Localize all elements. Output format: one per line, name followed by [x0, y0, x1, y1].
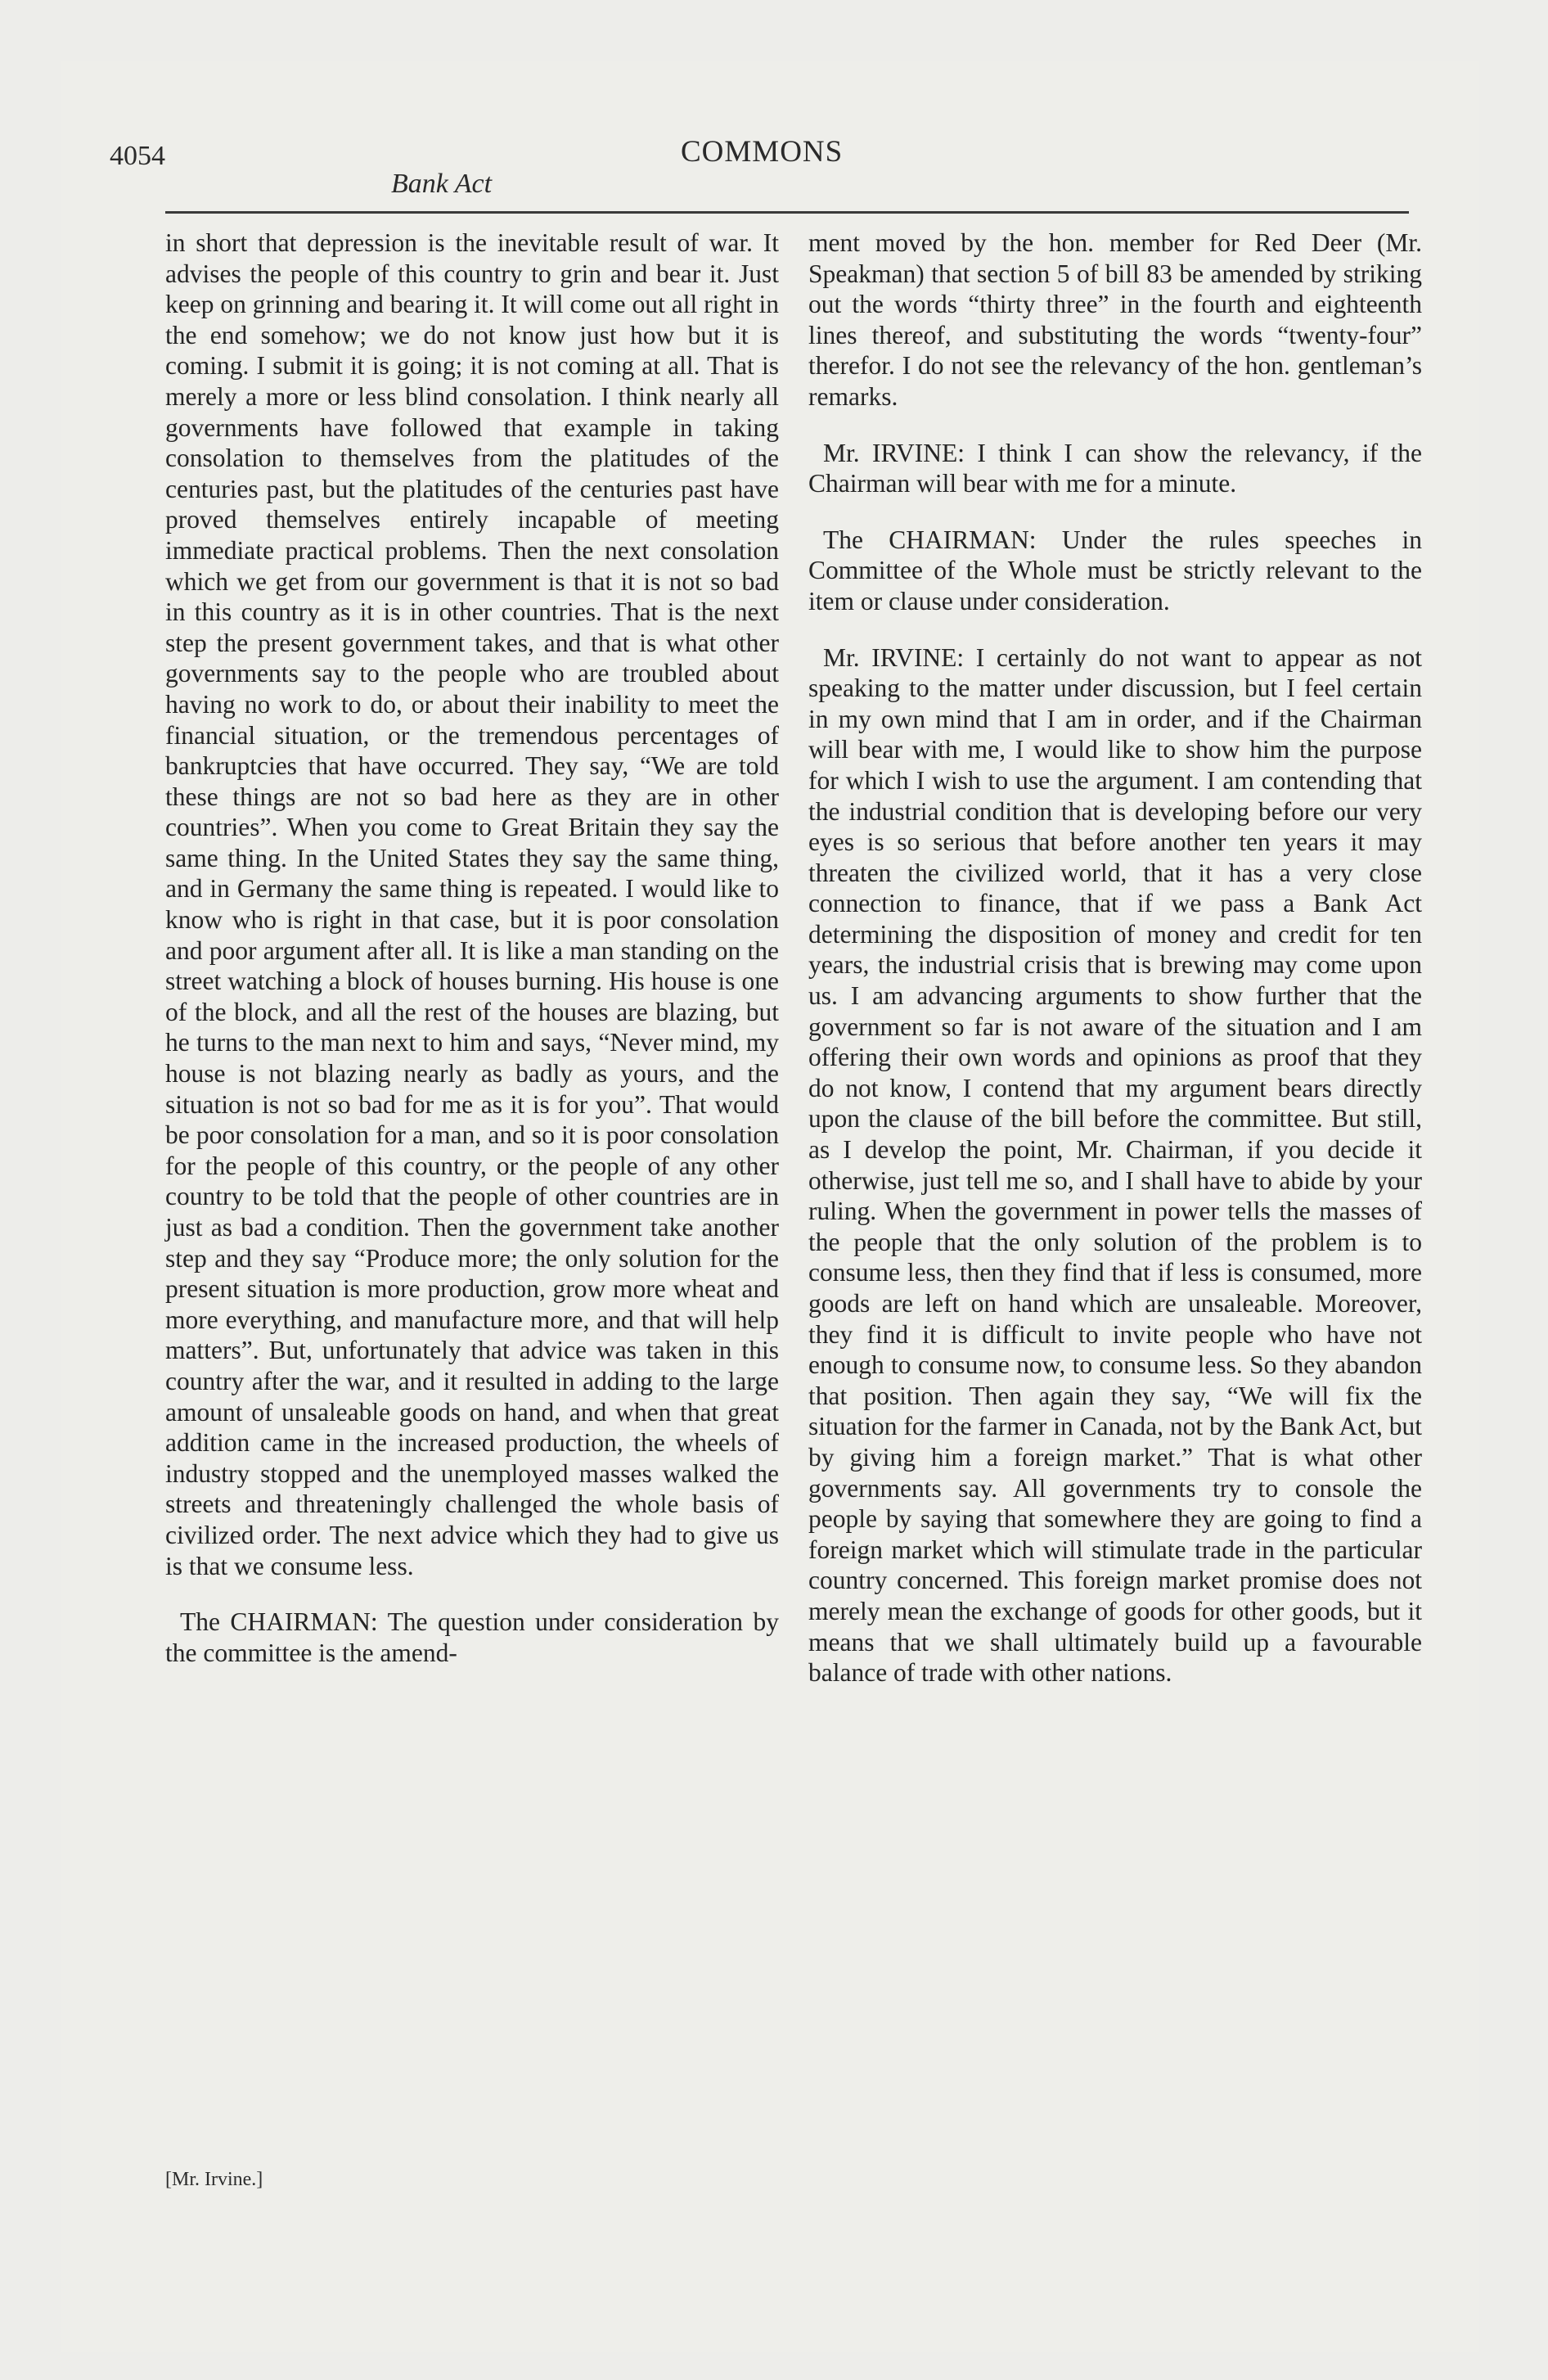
paragraph: The CHAIRMAN: Under the rules speeches in Committee of the Whole must be strictly relevant to the item or clause under consideration. [808, 525, 1422, 615]
right-column [808, 228, 1422, 1714]
paragraph: in short that depression is the inevitable result of war. It advises the people of this country to grin and bear it. Just keep on grinning and bearing it. It will come out all right in the end somehow; we do not know just how but it is coming. I submit it is going; it is not coming at all. That is merely a more or less blind consolation. I think nearly all governments have followed that example in taking consolation to themselves from the platitudes of the centuries past, but the platitudes of the centuries past have proved themselves entirely incapable of meeting immediate practical problems. Then the next consolation which we get from our government is that it is not so bad in this country as it is in other countries. That is the next step the present government takes, and that is what other governments say to the people who are troubled about having no work to do, or about their inability to meet the financial situation, or the tremendous percentages of bankruptcies that have occurred. They say, “We are told these things are not so bad here as they are in other countries”. When you come to Great Britain they say the same thing. In the United States they say the same thing, and in Germany the same thing is repeated. I would like to know who is right in that case, but it is poor consolation and poor argument after all. It is like a man standing on the street watching a block of houses burning. His house is one of the block, and all the rest of the houses are blazing, but he turns to the man next to him and says, “Never mind, my house is not blazing nearly as badly as yours, and the situation is not so bad for me as it is for you”. That would be poor consolation for a man, and so it is poor consolation for the people of this country, or the people of any other country to be told that the people of other countries are in just as bad a condition. Then the government take another step and they say “Produce more; the only solution for the present situation is more production, grow more wheat and more everything, and manufacture more, and that will help matters”. But, unfortunately that advice was taken in this country after the war, and it resulted in adding to the large amount of unsaleable goods on hand, and when that great addition came in the increased production, the wheels of industry stopped and the unemployed masses walked the streets and threateningly challenged the whole basis of civilized order. The next advice which they had to give us is that we consume less. [165, 228, 779, 1580]
left-column [165, 228, 779, 1693]
paragraph: ment moved by the hon. member for Red Deer (Mr. Speakman) that section 5 of bill 83 be amended by striking out the words “thirty three” in the fourth and eighteenth lines thereof, and substituting the words “twenty-four” therefor. I do not see the relevancy of the hon. gentleman’s remarks. [808, 228, 1422, 411]
page-number: 4054 [110, 141, 165, 171]
header-rule [165, 211, 1409, 214]
speaker-footnote: [Mr. Irvine.] [165, 2169, 263, 2190]
paragraph: Mr. IRVINE: I think I can show the relevancy, if the Chairman will bear with me for a minute. [808, 438, 1422, 498]
page-title: COMMONS [681, 135, 844, 169]
paragraph: Mr. IRVINE: I certainly do not want to appear as not speaking to the matter under discussion, but I feel certain in my own mind that I am in order, and if the Chairman will bear with me, I would like to show him the purpose for which I wish to use the argument. I am contending that the industrial condition that is developing before our very eyes is so serious that before another ten years it may threaten the civilized world, that it has a very close connection to finance, that if we pass a Bank Act determining the disposition of money and credit for ten years, the industrial crisis that is brewing may come upon us. I am advancing arguments to show further that the government so far is not aware of the situation and I am offering their own words and opinions as proof that they do not know, I contend that my argument bears directly upon the clause of the bill before the committee. But still, as I develop the point, Mr. Chairman, if you decide it otherwise, just tell me so, and I shall have to abide by your ruling. When the government in power tells the masses of the people that the only solution of the problem is to consume less, then they find that if less is consumed, more goods are left on hand which are unsaleable. Moreover, they find it is difficult to invite people who have not enough to consume now, to consume less. So they abandon that position. Then again they say, “We will fix the situation for the farmer in Canada, not by the Bank Act, but by giving him a foreign market.” That is what other governments say. All governments try to console the people by saying that somewhere they are going to find a foreign market which will stimulate trade in the particular country concerned. This foreign market promise does not merely mean the exchange of goods for other goods, but it means that we shall ultimately build up a favourable balance of trade with other nations. [808, 642, 1422, 1688]
paragraph: The CHAIRMAN: The question under consideration by the committee is the amend- [165, 1607, 779, 1667]
running-header-subtitle: Bank Act [391, 169, 493, 199]
